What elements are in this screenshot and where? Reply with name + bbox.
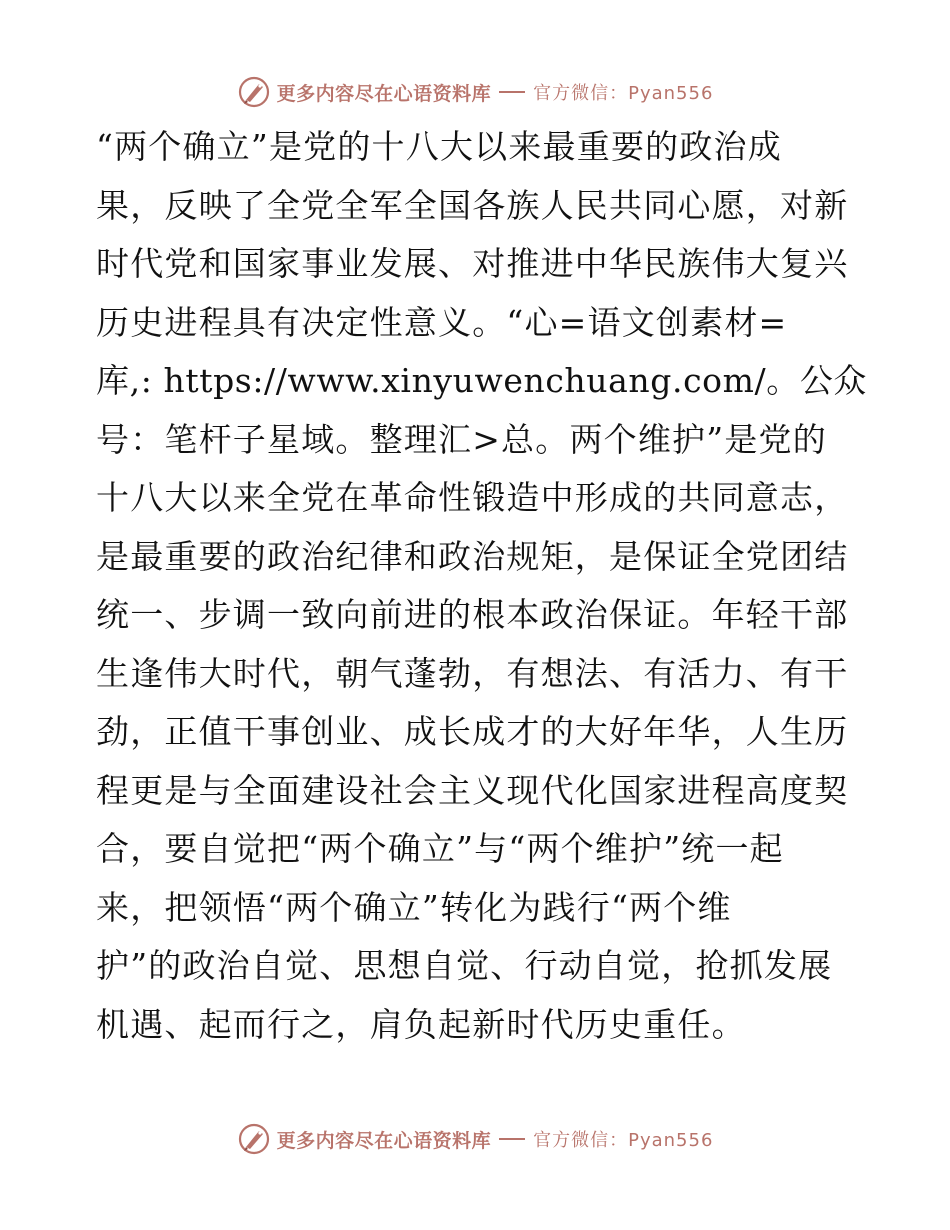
text-line: 是最重要的政治纪律和政治规矩，是保证全党团结 — [96, 536, 849, 576]
text-line: 十八大以来全党在革命性锻造中形成的共同意志， — [96, 478, 849, 517]
footer-watermark — [0, 1119, 950, 1159]
text-line: 历史进程具有决定性意义。“心=语文创素材= — [96, 302, 788, 342]
text-line: 号：笔杆子星域。整理汇>总。两个维护”是党的 — [96, 419, 827, 459]
text-line: 程更是与全面建设社会主义现代化国家进程高度契 — [96, 770, 849, 810]
text-line: “两个确立”是党的十八大以来最重要的政治成 — [96, 127, 782, 166]
quill-pen-circle-icon — [237, 1122, 271, 1156]
watermark-account: 官方微信：Pyan556 — [533, 83, 714, 104]
text-line: 生逢伟大时代，朝气蓬勃，有想法、有活力、有干 — [96, 653, 849, 693]
text-line: 护”的政治自觉、思想自觉、行动自觉，抢抓发展 — [96, 946, 833, 985]
watermark-account: 官方微信：Pyan556 — [533, 1130, 714, 1151]
text-line: 合，要自觉把“两个确立”与“两个维护”统一起 — [96, 829, 784, 868]
text-line: 机遇、起而行之，肩负起新时代历史重任。 — [96, 1004, 746, 1044]
text-line: 果，反映了全党全军全国各族人民共同心愿，对新 — [96, 185, 849, 225]
text-line: 库,: https://www.xinyuwenchuang.com/。公众 — [96, 361, 868, 400]
text-line: 来，把领悟“两个确立”转化为践行“两个维 — [96, 887, 732, 927]
header-watermark — [0, 72, 950, 112]
watermark-brand: 更多内容尽在心语资料库 — [276, 1129, 492, 1152]
watermark-brand: 更多内容尽在心语资料库 — [276, 82, 492, 105]
document-body — [96, 118, 868, 1054]
text-line: 时代党和国家事业发展、对推进中华民族伟大复兴 — [96, 244, 849, 283]
watermark-dash — [499, 91, 525, 93]
quill-pen-circle-icon — [237, 75, 271, 109]
text-line: 劲，正值干事创业、成长成才的大好年华，人生历 — [96, 712, 849, 751]
watermark-dash — [499, 1138, 525, 1140]
text-line: 统一、步调一致向前进的根本政治保证。年轻干部 — [96, 595, 849, 634]
